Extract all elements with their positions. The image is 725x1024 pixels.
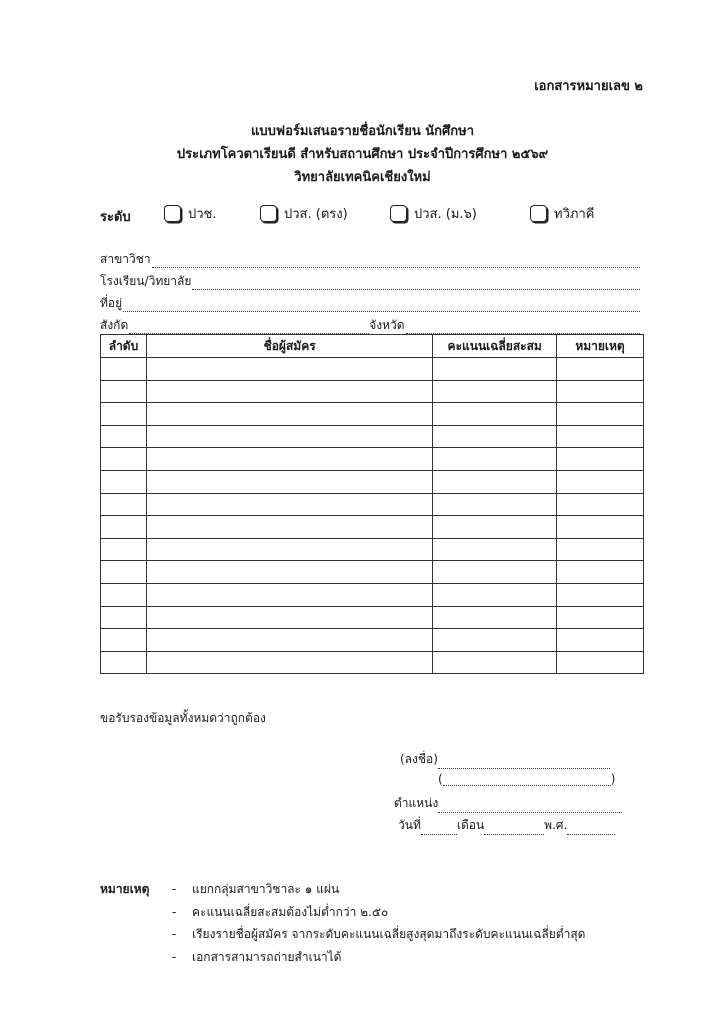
major-label: สาขาวิชา [100,252,151,266]
signature-field[interactable] [400,750,610,769]
table-row [101,606,644,629]
table-row [101,629,644,652]
certification-statement: ขอรับรองข้อมูลทั้งหมดว่าถูกต้อง [100,711,266,725]
table-row [101,403,644,426]
fill-line [123,298,640,312]
cell-order[interactable] [101,606,147,629]
printed-name-field[interactable] [438,772,615,786]
level-option-high-vocational-direct[interactable] [260,203,348,224]
cell-order[interactable] [101,629,147,652]
table-row [101,448,644,471]
table-body [101,358,644,674]
institution-name: วิทยาลัยเทคนิคเชียงใหม่ [294,170,431,185]
cell-remarks[interactable] [557,651,644,674]
cell-gpa[interactable] [433,470,557,493]
major-field[interactable] [100,250,640,268]
table-header-row [101,335,644,358]
cell-order[interactable] [101,651,147,674]
column-header-gpa: คะแนนเฉลี่ยสะสม [433,335,557,358]
level-option-label: ปวช. [188,207,217,222]
cell-order[interactable] [101,425,147,448]
table-row [101,583,644,606]
fill-line [567,822,615,835]
cell-order[interactable] [101,403,147,426]
cell-gpa[interactable] [433,380,557,403]
cell-order[interactable] [101,516,147,539]
cell-applicant-name[interactable] [146,651,432,674]
note-text: แยกกลุ่มสาขาวิชาละ ๑ แผ่น [192,882,340,896]
cell-order[interactable] [101,583,147,606]
cell-gpa[interactable] [433,583,557,606]
province-label: จังหวัด [369,318,405,332]
cell-gpa[interactable] [433,493,557,516]
table-row [101,493,644,516]
cell-remarks[interactable] [557,448,644,471]
cell-order[interactable] [101,358,147,381]
cell-applicant-name[interactable] [146,425,432,448]
signature-label: (ลงชื่อ) [400,752,438,766]
note-bullet: - [172,904,177,919]
table-row [101,651,644,674]
column-header-order: ลำดับ [101,335,147,358]
table-row [101,425,644,448]
address-field[interactable] [100,294,640,312]
note-item [172,925,622,948]
notes-label: หมายเหตุ [100,882,150,896]
cell-remarks[interactable] [557,583,644,606]
cell-applicant-name[interactable] [146,448,432,471]
cell-remarks[interactable] [557,403,644,426]
table-row [101,358,644,381]
cell-gpa[interactable] [433,629,557,652]
cell-gpa[interactable] [433,651,557,674]
fill-line [192,276,640,290]
cell-applicant-name[interactable] [146,516,432,539]
level-option-high-vocational-m6[interactable] [390,203,477,224]
cell-applicant-name[interactable] [146,629,432,652]
checkbox[interactable] [260,205,277,222]
table-row [101,516,644,539]
name-close-paren: ) [610,772,616,786]
level-selector [100,203,620,227]
table-row [101,561,644,584]
column-header-remarks: หมายเหตุ [557,335,644,358]
cell-gpa[interactable] [433,516,557,539]
cell-remarks[interactable] [557,493,644,516]
checkbox[interactable] [530,205,547,222]
cell-order[interactable] [101,538,147,561]
cell-gpa[interactable] [433,606,557,629]
cell-applicant-name[interactable] [146,561,432,584]
level-option-vocational-cert[interactable] [164,203,217,224]
cell-applicant-name[interactable] [146,538,432,561]
affiliation-label: สังกัด [100,318,129,332]
year-label: พ.ศ. [544,818,568,832]
cell-remarks[interactable] [557,538,644,561]
fill-line [152,254,640,268]
signature-block [380,750,650,840]
cell-remarks[interactable] [557,516,644,539]
fill-line [129,320,369,334]
note-item [172,948,622,971]
position-label: ตำแหน่ง [394,796,439,810]
cell-order[interactable] [101,561,147,584]
fill-line [484,822,544,835]
fill-line [438,756,610,769]
cell-remarks[interactable] [557,358,644,381]
table-row [101,470,644,493]
cell-applicant-name[interactable] [146,403,432,426]
position-field[interactable] [394,794,622,813]
fill-line [443,773,611,786]
checkbox[interactable] [164,205,181,222]
note-bullet: - [172,927,177,941]
note-bullet: - [172,882,177,896]
fill-line [438,800,622,813]
cell-remarks[interactable] [557,470,644,493]
document-number: เอกสารหมายเลข ๒ [534,79,643,94]
note-item [172,903,622,926]
school-label: โรงเรียน/วิทยาลัย [100,274,192,288]
note-bullet: - [172,949,177,964]
cell-remarks[interactable] [557,425,644,448]
month-label: เดือน [456,818,485,832]
cell-remarks[interactable] [557,561,644,584]
cell-gpa[interactable] [433,403,557,426]
cell-applicant-name[interactable] [146,583,432,606]
level-option-label: ปวส. (ตรง) [284,207,348,222]
cell-gpa[interactable] [433,425,557,448]
level-option-label: ปวส. (ม.๖) [414,207,477,222]
table-row [101,380,644,403]
note-item [172,880,622,903]
cell-applicant-name[interactable] [146,470,432,493]
checkbox[interactable] [390,205,407,222]
level-label: ระดับ [100,210,131,225]
form-title: แบบฟอร์มเสนอรายชื่อนักเรียน นักศึกษา [250,124,474,139]
affiliation-province-field[interactable] [100,316,640,334]
cell-remarks[interactable] [557,380,644,403]
cell-gpa[interactable] [433,538,557,561]
cell-order[interactable] [101,470,147,493]
cell-gpa[interactable] [433,561,557,584]
cell-applicant-name[interactable] [146,358,432,381]
cell-applicant-name[interactable] [146,606,432,629]
level-option-label: ทวิภาคี [554,207,595,222]
notes-list [172,880,622,970]
cell-gpa[interactable] [433,358,557,381]
fill-line [406,320,640,334]
cell-gpa[interactable] [433,448,557,471]
table-row [101,538,644,561]
level-option-dual-vocational[interactable] [530,203,594,224]
form-subtitle: ประเภทโควตาเรียนดี สำหรับสถานศึกษา ประจำปีการศึกษา ๒๕๖๙ [176,147,549,162]
note-text: คะแนนเฉลี่ยสะสมต้องไม่ต่ำกว่า ๒.๕๐ [192,904,389,919]
address-label: ที่อยู่ [100,296,123,310]
cell-order[interactable] [101,380,147,403]
note-text: เรียงรายชื่อผู้สมัคร จากระดับคะแนนเฉลี่ยสูงสุดมาถึงระดับคะแนนเฉลี่ยต่ำสุด [192,927,586,941]
cell-order[interactable] [101,493,147,516]
note-text: เอกสารสามารถถ่ายสำเนาได้ [192,949,342,964]
school-field[interactable] [100,272,640,290]
cell-remarks[interactable] [557,629,644,652]
name-open-paren: ( [438,772,443,786]
fill-line [421,822,457,835]
cell-applicant-name[interactable] [146,380,432,403]
column-header-applicant-name: ชื่อผู้สมัคร [146,335,432,358]
candidate-table [100,334,644,674]
cell-applicant-name[interactable] [146,493,432,516]
date-label: วันที่ [398,818,421,832]
cell-order[interactable] [101,448,147,471]
date-field[interactable] [398,816,615,835]
cell-remarks[interactable] [557,606,644,629]
